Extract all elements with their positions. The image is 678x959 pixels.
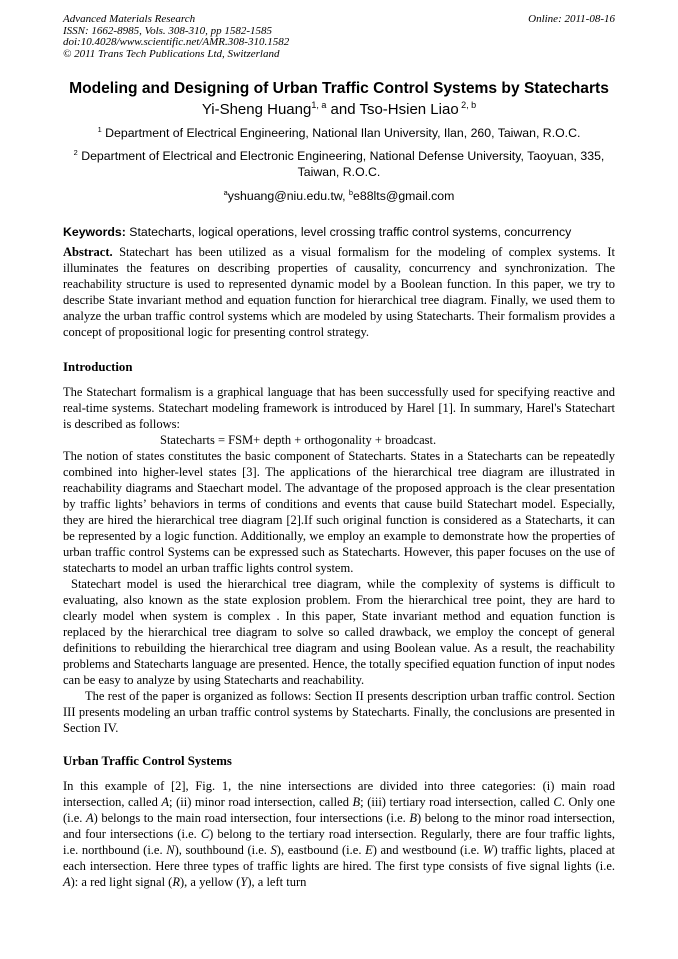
intro-paragraph-2: The notion of states constitutes the basic component of Statecharts. States in a Statecharts can be repeatedly combined into higher-level states [3]. The applications of the hierarchical tree diagram are illustrated in reachability diagrams and Staechart model. The advantage of the proposed approach is the clear presentation by traffic lights’ behaviors in terms of conditions and events that cause build Statechart model. Especially, they are hired the hierarchical tree diagram [2].If such original function is considered as a Statecharts, it can be represented by a logic function. Additionally, we employ an example to demonstrate how the properties of urban traffic control Systems can be expressed such as Statecharts. However, this paper focuses on the use of statecharts to model an urban traffic lights control system. (63, 448, 615, 575)
urban-text: ): a red light signal ( (70, 874, 173, 889)
symbol-b: B (352, 794, 361, 809)
urban-text: ) belongs to the main road intersection, four intersections (i.e. (93, 810, 410, 825)
urban-paragraph-1 (63, 778, 615, 890)
journal-name: Advanced Materials Research (63, 13, 196, 25)
symbol-c: C (200, 826, 210, 841)
intro-paragraph-3: Statechart model is used the hierarchical tree diagram, while the complexity of systems is difficult to evaluating, also known as the state explosion problem. From the hierarchical tree point, they are hard to clearly model when system is complex . In this paper, State invariant method and equation function is replaced by the hierarchical tree diagram to solve so called drawback, we employ the concept of general definitions to rebuilding the hierarchical tree diagram and using Boolean value. As a result, the reachability problems and Statecharts language are presented. Hence, the totally specified equation function of input nodes can be easy to analyze by using Statecharts and reachability. (63, 576, 615, 687)
affiliation-1-mark: 1 (97, 124, 102, 134)
journal-header (63, 14, 615, 60)
introduction-heading: Introduction (63, 359, 133, 374)
keywords (63, 224, 615, 240)
online-date: Online: 2011-08-16 (528, 13, 615, 25)
symbol-e: E (365, 842, 373, 857)
email-a-mark: a (223, 187, 228, 197)
author-connector: and (326, 101, 360, 118)
symbol-a: A (86, 810, 94, 825)
urban-text: ) and westbound (i.e. (372, 842, 484, 857)
urban-text: . Only one (i.e. (63, 794, 616, 825)
symbol-y: Y (240, 874, 248, 889)
symbol-b: B (409, 810, 417, 825)
symbol-c: C (553, 794, 562, 809)
author-line (63, 100, 615, 120)
affiliation-2 (63, 148, 615, 181)
keywords-label: Keywords: (63, 224, 126, 239)
symbol-a: A (63, 874, 71, 889)
intro-paragraph-4: The rest of the paper is organized as follows: Section II presents description urban traffic control. Section III presents modeling an urban traffic control systems by Statecharts. Finally, the conclusions are presented in Section IV. (63, 688, 615, 735)
author-2-affiliation-mark: 2, b (458, 100, 477, 110)
paper-title: Modeling and Designing of Urban Traffic Control Systems by Statecharts (69, 80, 609, 97)
urban-text: ) traffic lights, placed at each intersection. Here three types of traffic lights are hired. The first type consists of five signal lights (i.e. (63, 842, 616, 873)
paper-page (63, 14, 615, 890)
urban-text: ), a yellow ( (180, 874, 241, 889)
urban-traffic-heading: Urban Traffic Control Systems (63, 753, 232, 768)
intro-paragraph-1: The Statechart formalism is a graphical language that has been successfully used for specifying reactive and real-time systems. Statechart modeling framework is introduced by Harel [1]. In summary, Harel's Statechart is described as follows: (63, 384, 615, 431)
author-1-name: Yi-Sheng Huang (201, 101, 312, 118)
symbol-s: S (270, 842, 277, 857)
urban-text: ; (iii) tertiary road intersection, called (360, 794, 554, 809)
abstract-text: Statechart has been utilized as a visual formalism for the modeling of complex systems. It illuminates the features on describing properties of causality, concurrency and synchronization. The reachability structure is used to represented dynamic model by a Boolean function. In this paper, we try to describe State invariant method and equation function for hierarchical tree diagram. Finally, we used them to analyze the urban traffic control systems which are modeled by using Statecharts. Their formalism provides a concept of propositional logic for presenting control strategy. (63, 244, 615, 339)
email-b-mark: b (348, 187, 354, 197)
symbol-a: A (161, 794, 170, 809)
urban-text: ), a left turn (247, 874, 307, 889)
urban-text: ), eastbound (i.e. (276, 842, 366, 857)
urban-text: ; (ii) minor road intersection, called (169, 794, 353, 809)
urban-text: ), southbound (i.e. (174, 842, 271, 857)
urban-text: ) belong to the minor road intersection, and four intersections (i.e. (63, 810, 616, 841)
symbol-n: N (166, 842, 175, 857)
symbol-r: R (172, 874, 180, 889)
doi-line: doi:10.4028/www.scientific.net/AMR.308-310.1582 (63, 36, 290, 48)
affiliation-1-text: Department of Electrical Engineering, National Ilan University, Ilan, 260, Taiwan, R.O.C. (101, 126, 581, 140)
email-b-link[interactable]: e88lts@gmail.com (353, 188, 455, 203)
affiliation-2-mark: 2 (73, 147, 78, 157)
urban-text: ) belong to the tertiary road intersection. Regularly, there are four traffic lights, i.e. northbound (i.e. (63, 826, 615, 857)
keywords-text: Statecharts, logical operations, level crossing traffic control systems, concurrency (125, 224, 572, 239)
email-a-link[interactable]: yshuang@niu.edu.tw, (227, 188, 349, 203)
abstract (63, 244, 615, 340)
affiliation-2-text: Department of Electrical and Electronic Engineering, National Defense University, Taoyuan, 335, Taiwan, R.O.C. (77, 148, 605, 179)
affiliation-1 (63, 125, 615, 142)
author-2-name: Tso-Hsien Liao (359, 101, 459, 118)
statechart-formula: Statecharts = FSM+ depth + orthogonality + broadcast. (160, 432, 437, 447)
abstract-label: Abstract. (63, 244, 113, 259)
issn-line: ISSN: 1662-8985, Vols. 308-310, pp 1582-1585 (63, 24, 272, 37)
email-line (63, 188, 615, 204)
copyright-line: © 2011 Trans Tech Publications Ltd, Switzerland (63, 47, 280, 60)
author-1-affiliation-mark: 1, a (311, 100, 327, 110)
urban-text: In this example of [2], Fig. 1, the nine intersections are divided into three categories: (i) main road intersection, called (63, 778, 615, 809)
symbol-w: W (483, 842, 494, 857)
